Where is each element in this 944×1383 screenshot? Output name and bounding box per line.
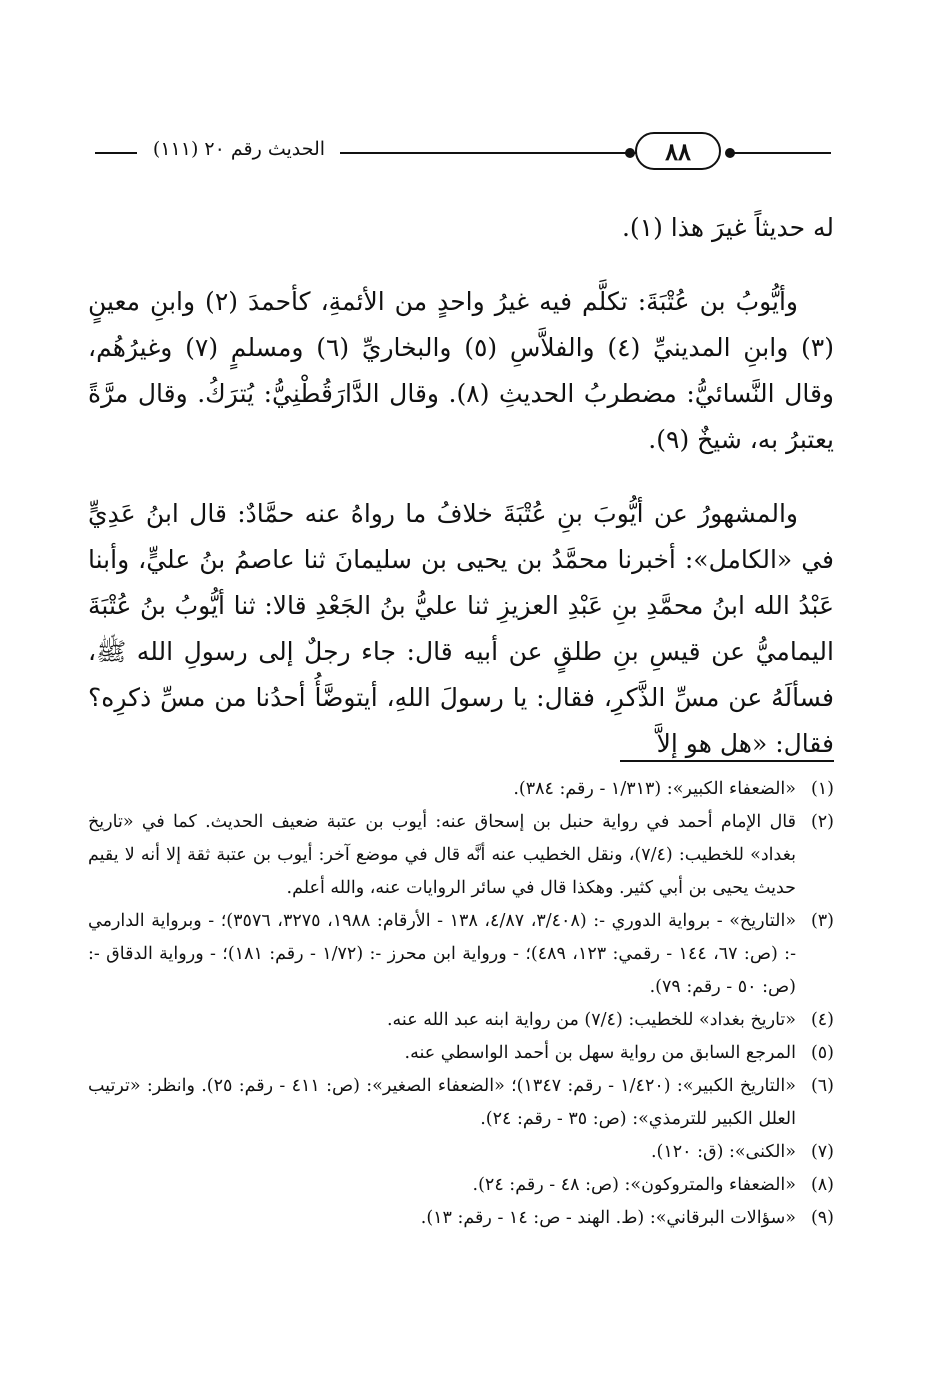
footnote-number: (٨) — [810, 1175, 834, 1195]
footnote-1 — [88, 773, 834, 806]
footnote-text: «سؤالات البرقاني»: (ط. الهند - ص: ١٤ - رقم: ١٣). — [420, 1208, 796, 1228]
paragraph-2 — [88, 279, 834, 463]
footnote-8 — [88, 1169, 834, 1202]
footnote-number: (٧) — [810, 1142, 834, 1162]
footnote-number: (٣) — [810, 911, 834, 931]
footnote-number: (٩) — [810, 1208, 834, 1228]
footnote-text: «التاريخ» - برواية الدوري -: (٣/٤٠٨، ٤/٨٧، ١٣٨ - الأرقام: ١٩٨٨، ٣٢٧٥، ٣٥٧٦)؛ - وبرواية الدارمي -: (ص: ٦٧، ١٤٤ - رقمي: ١٢٣، ٤٨٩)؛ - ورواية ابن محرز -: (١/٧٢ - رقم: ١٨١)؛ - ورواية الدقاق -: (ص: ٥٠ - رقم: ٧٩). — [88, 911, 797, 997]
footnote-number: (٥) — [810, 1043, 834, 1063]
footnote-9 — [88, 1202, 834, 1235]
footnote-number: (٢) — [810, 812, 834, 832]
footnote-text: «التاريخ الكبير»: (١/٤٢٠ - رقم: ١٣٤٧)؛ «الضعفاء الصغير»: (ص: ٤١١ - رقم: ٢٥). وانظر: «ترتيب العلل الكبير للترمذي»: (ص: ٣٥ - رقم: ٢٤). — [88, 1076, 796, 1129]
paragraph-3-text: والمشهورُ عن أيُّوبَ بنِ عُتْبَةَ خلافُ ما رواهُ عنه حمَّادٌ: قال ابنُ عَدِيٍّ في «الكامل»: أخبرنا محمَّدُ بن يحيى بن سليمانَ ثنا عاصمُ بنُ عليٍّ، وأبنا عَبْدُ الله ابنُ محمَّدِ بنِ عَبْدِ العزيزِ ثنا عليُّ بنُ الجَعْدِ قالا: ثنا أيُّوبُ بنُ عُتْبَةَ اليماميُّ عن قيسِ بنِ طلقٍ عن أبيه قال: جاء رجلٌ إلى رسولِ الله ﷺ، فسألَهُ عن مسِّ الذَّكرِ، فقال: يا رسولَ اللهِ، أيتوضَّأُ أحدُنا من مسِّ ذكرِه؟ فقال: «هل هو إلاَّ — [88, 499, 834, 758]
page-number: ٨٨ — [635, 132, 721, 170]
header-ornament-dot-left — [625, 148, 635, 158]
footnote-6 — [88, 1070, 834, 1136]
header-rule-right — [731, 152, 831, 154]
paragraph-3 — [88, 491, 834, 767]
footnote-text: قال الإمام أحمد في رواية حنبل بن إسحاق عنه: أيوب بن عتبة ضعيف الحديث. كما في «تاريخ بغداد» للخطيب: (٧/٤)، ونقل الخطيب عنه أنَّه قال في موضع آخر: أيوب بن عتبة ثقة إلا أنه لا يقيم حديث يحيى بن أبي كثير. وهكذا قال في سائر الروايات عنه، والله أعلم. — [88, 812, 797, 898]
footnote-separator — [620, 760, 834, 762]
footnote-number: (٦) — [810, 1076, 834, 1096]
footnote-text: المرجع السابق من رواية سهل بن أحمد الواسطي عنه. — [404, 1043, 796, 1063]
footnote-4 — [88, 1004, 834, 1037]
footnote-number: (٤) — [810, 1010, 834, 1030]
footnotes — [88, 773, 834, 1235]
main-text — [88, 205, 834, 767]
footnote-2 — [88, 806, 834, 905]
running-title: الحديث رقم ٢٠ (١١١) — [152, 138, 326, 160]
footnote-3 — [88, 905, 834, 1004]
footnote-7 — [88, 1136, 834, 1169]
page-header — [95, 128, 831, 178]
footnote-text: «الكنى»: (ق: ١٢٠). — [650, 1142, 796, 1162]
footnote-number: (١) — [810, 779, 834, 799]
paragraph-2-text: وأيُّوبُ بن عُتْبَةَ: تكلَّم فيه غيرُ واحدٍ من الأئمةِ، كأحمدَ (٢) وابنِ معينٍ (٣) وابنِ المدينيِّ (٤) والفلاَّسِ (٥) والبخاريِّ (٦) ومسلمٍ (٧) وغيرُهُم، وقال النَّسائيُّ: مضطربُ الحديثِ (٨). وقال الدَّارَقُطْنِيُّ: يُترَكُ. وقال مرَّةً يعتبرُ به، شيخٌ (٩). — [88, 287, 834, 454]
header-ornament-dot-right — [725, 148, 735, 158]
paragraph-1: له حديثاً غيرَ هذا (١). — [621, 213, 834, 242]
footnote-5 — [88, 1037, 834, 1070]
footnote-text: «تاريخ بغداد» للخطيب: (٧/٤) من رواية ابنه عبد الله عنه. — [386, 1010, 796, 1030]
footnote-text: «الضعفاء الكبير»: (١/٣١٣ - رقم: ٣٨٤). — [513, 779, 796, 799]
footnote-text: «الضعفاء والمتروكون»: (ص: ٤٨ - رقم: ٢٤). — [472, 1175, 796, 1195]
header-rule-left-short — [95, 152, 137, 154]
